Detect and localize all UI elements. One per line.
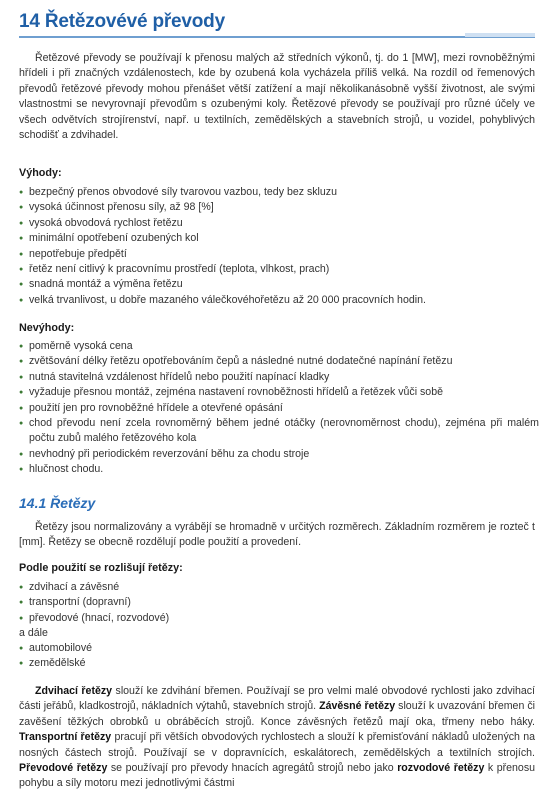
list-item: ● zemědělské: [19, 656, 539, 671]
disadvantages-heading: Nevýhody:: [19, 322, 75, 334]
list-item: ● hlučnost chodu.: [19, 462, 539, 477]
list-item: ● velká trvanlivost, u dobře mazaného válečkovéhořetězu až 20 000 pracovních hodin.: [19, 293, 539, 308]
intro-paragraph: [19, 51, 535, 143]
chapter-title: 14 Řetězovévé převody: [19, 11, 225, 32]
section-intro: [19, 520, 535, 551]
list-item: ● řetěz není citlivý k pracovnímu prostředí (teplota, vlhkost, prach): [19, 262, 539, 277]
disadvantages-list: [19, 339, 539, 478]
list-item: ● bezpečný přenos obvodové síly tvarovou vazbou, tedy bez skluzu: [19, 185, 539, 200]
list-item: ● nevhodný při periodickém reverzování běhu za chodu stroje: [19, 447, 539, 462]
list-item: ● transportní (dopravní): [19, 595, 539, 610]
usage-list-b: [19, 641, 539, 672]
section-intro-text: Řetězy jsou normalizovány a vyrábějí se hromadně v určitých rozměrech. Základním rozměrem je rozteč t [mm]. Řetězy se obecně rozdělují podle použití a provedení.: [19, 521, 535, 549]
list-item: ● vysoká obvodová rychlost řetězu: [19, 216, 539, 231]
term-zdvihaci: Zdvihací řetězy: [35, 685, 113, 697]
list-item: ● převodové (hnací, rozvodové): [19, 611, 539, 626]
title-underline: [19, 36, 535, 38]
list-item: ● vyžaduje přesnou montáž, zejména nastavení rovnoběžnosti hřídelů a řetězek vůči sobě: [19, 385, 539, 400]
closing-text: pracují při větších obvodových rychlostech a slouží k přemisťování nákladů uložených na nosných částech strojů. Používají se v dopravnících, eskalátorech, zemědělských a textilních strojích.: [19, 731, 535, 759]
advantages-heading: Výhody:: [19, 167, 62, 179]
list-item: ● použití jen pro rovnoběžné hřídele a otevřené opásání: [19, 401, 539, 416]
closing-paragraph: [19, 684, 535, 792]
section-title: 14.1 Řetězy: [19, 495, 96, 511]
term-prevodove: Převodové řetězy: [19, 762, 108, 775]
usage-heading: Podle použití se rozlišují řetězy:: [19, 562, 183, 574]
term-transportni: Transportní řetězy: [19, 731, 112, 744]
and-more-text: a dále: [19, 627, 48, 639]
closing-text: k přenosu pohybu a síly motoru mezi jednotlivými částmi: [19, 762, 536, 790]
closing-text: slouží ke zdvihání břemen. Používají se pro velmi malé obvodové rychlosti jako zdvihací části jeřábů, kladkostrojů, nákladních výtahů, stavebních strojů.: [19, 685, 536, 713]
list-item: ● chod převodu není zcela rovnoměrný během jedné otáčky (nerovnoměrnost chodu), zejména při malém počtu zubů malého řetězového kola: [19, 416, 539, 447]
list-item: ● nepotřebuje předpětí: [19, 247, 539, 262]
list-item: ● zdvihací a závěsné: [19, 580, 539, 595]
list-item: ● vysoká účinnost přenosu síly, až 98 [%]: [19, 200, 539, 215]
list-item: ● zvětšování délky řetězu opotřebováním čepů a následné nutné dodatečné napínání řetězu: [19, 354, 539, 369]
list-item: ● snadná montáž a výměna řetězu: [19, 277, 539, 292]
term-zavesne: Závěsné řetězy: [319, 700, 396, 713]
closing-text: slouží k uvazování břemen či zavěšení těžkých obrobků u obráběcích strojů. Konce závěsných řetězů mají oka, třmeny nebo háky.: [19, 700, 535, 728]
intro-text: Řetězové převody se používají k přenosu malých až středních výkonů, tj. do 1 [MW], mezi rovnoběžnými hřídeli i při značných vzdálenostech, kde by ozubená kola vycházela příliš velká. Na rozdíl od řemenových převodů řetězové převody mohou přenášet větší zatížení a mají několikanásobně vyšší životnost, ale svými vlastnostmi se nevyrovnají převodům s ozubenými koly. Řetězové převody se používají pro různé účely ve všech odvětvích strojírenství, např. u textilních, zemědělských a stavebních strojů, u vozidel, pohyblivých schodišť a zdvihadel.: [19, 52, 535, 142]
list-item: ● minimální opotřebení ozubených kol: [19, 231, 539, 246]
usage-list-a: [19, 580, 539, 626]
list-item: ● nutná stavitelná vzdálenost hřídelů nebo použití napínací kladky: [19, 370, 539, 385]
closing-text: se používají pro převody hnacích agregátů strojů nebo jako: [107, 762, 398, 775]
term-rozvodove: rozvodové řetězy: [397, 762, 485, 775]
advantages-list: [19, 185, 539, 308]
list-item: ● poměrně vysoká cena: [19, 339, 539, 354]
list-item: ● automobilové: [19, 641, 539, 656]
